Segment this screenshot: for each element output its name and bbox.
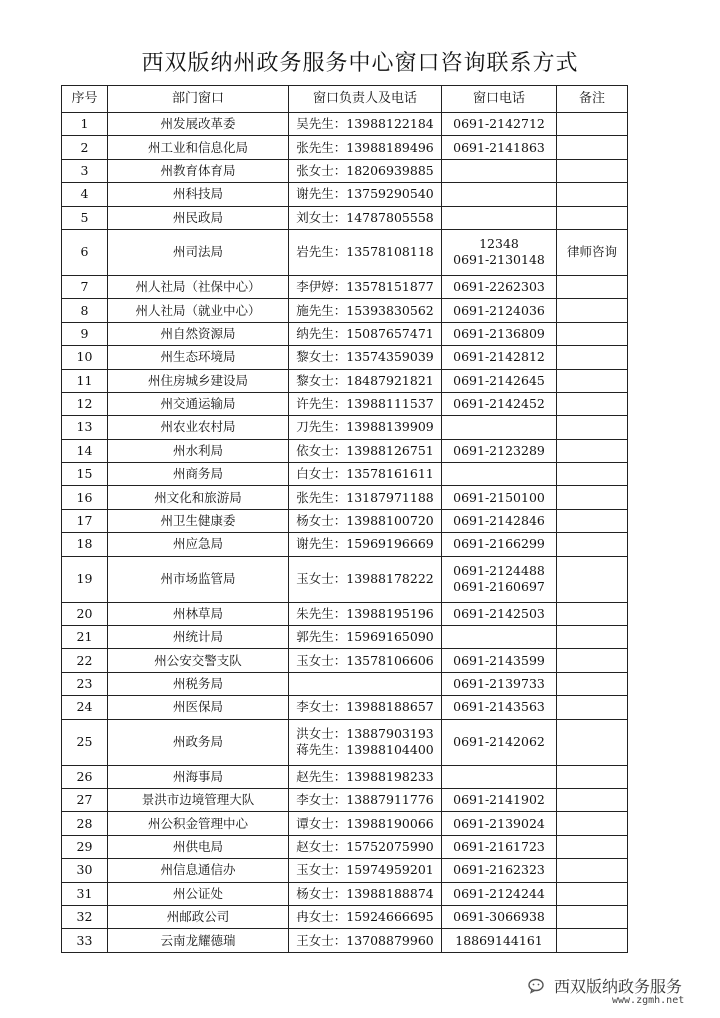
- cell-phone: [442, 299, 557, 322]
- cell-phone: [442, 416, 557, 439]
- cell-person-line: 许先生：13988111537: [296, 396, 434, 412]
- cell-phone: [442, 439, 557, 462]
- watermark-text: 西双版纳政务服务: [554, 977, 683, 996]
- cell-phone: [442, 859, 557, 882]
- cell-person: [289, 206, 442, 229]
- table-row: [62, 626, 628, 649]
- cell-phone: [442, 649, 557, 672]
- cell-phone-line: 0691-2143599: [453, 652, 545, 668]
- cell-num: 3: [62, 159, 108, 182]
- cell-phone-line: 0691-2139024: [453, 815, 545, 831]
- cell-dept: 景洪市边境管理大队: [108, 788, 289, 811]
- cell-person-line: 玉女士：15974959201: [296, 862, 434, 878]
- cell-note: [557, 275, 628, 298]
- cell-note: [557, 183, 628, 206]
- table-row: [62, 299, 628, 322]
- cell-person: [289, 159, 442, 182]
- cell-dept: 州文化和旅游局: [108, 486, 289, 509]
- cell-num: 7: [62, 275, 108, 298]
- cell-person: [289, 322, 442, 345]
- cell-person: [289, 765, 442, 788]
- table-row: [62, 113, 628, 136]
- cell-note: [557, 672, 628, 695]
- table-row: [62, 439, 628, 462]
- cell-person: [289, 392, 442, 415]
- cell-phone-line: 0691-2124036: [453, 302, 545, 318]
- table-row: [62, 346, 628, 369]
- cell-person-line: 杨女士：13988188874: [296, 885, 434, 901]
- cell-num: 25: [62, 719, 108, 765]
- cell-person-line: 纳先生：15087657471: [296, 325, 434, 341]
- cell-person-line: 张先生：13187971188: [296, 489, 434, 505]
- cell-num: 6: [62, 229, 108, 275]
- cell-phone: [442, 322, 557, 345]
- cell-note: [557, 299, 628, 322]
- cell-person: [289, 533, 442, 556]
- cell-phone-line: 0691-2124244: [453, 885, 545, 901]
- cell-note: [557, 439, 628, 462]
- cell-dept: 州水利局: [108, 439, 289, 462]
- cell-num: 19: [62, 556, 108, 602]
- cell-note: [557, 369, 628, 392]
- cell-note: [557, 392, 628, 415]
- table-row: [62, 509, 628, 532]
- cell-person-line: 刀先生：13988139909: [296, 419, 434, 435]
- cell-person: [289, 696, 442, 719]
- cell-num: 29: [62, 835, 108, 858]
- wechat-icon: [528, 978, 548, 994]
- cell-note: [557, 486, 628, 509]
- cell-num: 14: [62, 439, 108, 462]
- table-row: [62, 533, 628, 556]
- table-row: [62, 206, 628, 229]
- cell-note: [557, 159, 628, 182]
- cell-num: 30: [62, 859, 108, 882]
- cell-person: [289, 602, 442, 625]
- cell-note: [557, 509, 628, 532]
- table-row: [62, 183, 628, 206]
- cell-person-line: 冉女士：15924666695: [296, 909, 434, 925]
- cell-phone: [442, 463, 557, 486]
- cell-person: [289, 183, 442, 206]
- cell-phone-line: 0691-2143563: [453, 699, 545, 715]
- cell-phone: [442, 765, 557, 788]
- cell-person-line: 李伊婷：13578151877: [296, 279, 434, 295]
- cell-dept: 云南龙耀德瑞: [108, 929, 289, 952]
- cell-phone: [442, 509, 557, 532]
- cell-dept: 州林草局: [108, 602, 289, 625]
- cell-dept: 州政务局: [108, 719, 289, 765]
- cell-phone-line: 0691-2141863: [453, 139, 545, 155]
- cell-phone: [442, 183, 557, 206]
- cell-phone: [442, 696, 557, 719]
- cell-dept: 州供电局: [108, 835, 289, 858]
- header-note: 备注: [557, 86, 628, 113]
- cell-num: 23: [62, 672, 108, 695]
- cell-phone: [442, 229, 557, 275]
- cell-num: 4: [62, 183, 108, 206]
- cell-dept: 州应急局: [108, 533, 289, 556]
- cell-person-line: 黎女士：18487921821: [296, 372, 434, 388]
- cell-phone: [442, 812, 557, 835]
- cell-note: [557, 812, 628, 835]
- header-phone: 窗口电话: [442, 86, 557, 113]
- cell-person: [289, 113, 442, 136]
- cell-person: [289, 719, 442, 765]
- cell-person-line: 白女士：13578161611: [296, 466, 434, 482]
- cell-person-line: 朱先生：13988195196: [296, 605, 434, 621]
- cell-num: 26: [62, 765, 108, 788]
- cell-note: [557, 463, 628, 486]
- cell-num: 31: [62, 882, 108, 905]
- cell-num: 18: [62, 533, 108, 556]
- cell-note: [557, 322, 628, 345]
- table-row: [62, 159, 628, 182]
- table-row: [62, 649, 628, 672]
- cell-note: [557, 206, 628, 229]
- cell-dept: 州工业和信息化局: [108, 136, 289, 159]
- cell-phone-line: 0691-2166299: [453, 536, 545, 552]
- table-body: [62, 113, 628, 953]
- cell-num: 8: [62, 299, 108, 322]
- wechat-watermark: [528, 974, 682, 997]
- cell-person-line: 岩先生：13578108118: [296, 244, 434, 260]
- cell-person-line: 郭先生：15969165090: [296, 629, 434, 645]
- cell-phone: [442, 882, 557, 905]
- cell-person: [289, 275, 442, 298]
- cell-phone: [442, 602, 557, 625]
- cell-person: [289, 416, 442, 439]
- cell-num: 24: [62, 696, 108, 719]
- cell-person: [289, 229, 442, 275]
- cell-note: [557, 136, 628, 159]
- cell-person: [289, 509, 442, 532]
- table-row: [62, 788, 628, 811]
- table-row: [62, 602, 628, 625]
- table-row: [62, 905, 628, 928]
- cell-dept: 州卫生健康委: [108, 509, 289, 532]
- table-row: [62, 696, 628, 719]
- cell-phone-line: 0691-2136809: [453, 325, 545, 341]
- cell-dept: 州农业农村局: [108, 416, 289, 439]
- cell-dept: 州生态环境局: [108, 346, 289, 369]
- cell-person-line: 玉女士：13988178222: [296, 571, 434, 587]
- contact-table: [61, 85, 628, 953]
- cell-note: [557, 765, 628, 788]
- cell-phone-line: 0691-2142812: [453, 349, 545, 365]
- cell-person: [289, 929, 442, 952]
- table-row: [62, 229, 628, 275]
- table-row: [62, 392, 628, 415]
- cell-dept: 州公证处: [108, 882, 289, 905]
- cell-num: 13: [62, 416, 108, 439]
- cell-dept: 州医保局: [108, 696, 289, 719]
- cell-phone-line: 0691-2142645: [453, 372, 545, 388]
- cell-person: [289, 905, 442, 928]
- cell-num: 22: [62, 649, 108, 672]
- cell-person: [289, 486, 442, 509]
- cell-phone: [442, 533, 557, 556]
- cell-phone: [442, 206, 557, 229]
- cell-phone: [442, 835, 557, 858]
- cell-note: 律师咨询: [557, 229, 628, 275]
- cell-num: 17: [62, 509, 108, 532]
- cell-note: [557, 788, 628, 811]
- cell-phone: [442, 113, 557, 136]
- cell-phone: [442, 275, 557, 298]
- cell-dept: 州交通运输局: [108, 392, 289, 415]
- table-row: [62, 859, 628, 882]
- cell-person-line: 李女士：13988188657: [296, 699, 434, 715]
- cell-note: [557, 719, 628, 765]
- cell-person-line: 吴先生：13988122184: [296, 116, 434, 132]
- cell-num: 12: [62, 392, 108, 415]
- cell-person-line: 刘女士：14787805558: [296, 209, 434, 225]
- table-row: [62, 835, 628, 858]
- cell-person: [289, 672, 442, 695]
- cell-phone: [442, 556, 557, 602]
- cell-dept: 州统计局: [108, 626, 289, 649]
- cell-person: [289, 788, 442, 811]
- cell-phone-line: 0691-2124488: [453, 563, 545, 579]
- cell-num: 33: [62, 929, 108, 952]
- cell-person: [289, 299, 442, 322]
- cell-person: [289, 649, 442, 672]
- table-row: [62, 136, 628, 159]
- cell-person: [289, 369, 442, 392]
- cell-person-line: 张女士：18206939885: [296, 162, 434, 178]
- cell-dept: 州市场监管局: [108, 556, 289, 602]
- cell-dept: 州公安交警支队: [108, 649, 289, 672]
- cell-person: [289, 835, 442, 858]
- table-row: [62, 765, 628, 788]
- cell-person: [289, 556, 442, 602]
- cell-phone-line: 0691-2142712: [453, 116, 545, 132]
- cell-person-line: 赵女士：15752075990: [296, 838, 434, 854]
- cell-num: 28: [62, 812, 108, 835]
- cell-dept: 州科技局: [108, 183, 289, 206]
- cell-note: [557, 859, 628, 882]
- cell-person: [289, 463, 442, 486]
- cell-phone: [442, 905, 557, 928]
- cell-note: [557, 696, 628, 719]
- cell-person: [289, 882, 442, 905]
- cell-person-line: 黎女士：13574359039: [296, 349, 434, 365]
- cell-dept: 州自然资源局: [108, 322, 289, 345]
- cell-person-line: 谭女士：13988190066: [296, 815, 434, 831]
- cell-dept: 州公积金管理中心: [108, 812, 289, 835]
- header-person: 窗口负责人及电话: [289, 86, 442, 113]
- cell-person: [289, 136, 442, 159]
- cell-person-line: 李女士：13887911776: [296, 792, 434, 808]
- cell-num: 21: [62, 626, 108, 649]
- cell-note: [557, 905, 628, 928]
- cell-num: 11: [62, 369, 108, 392]
- cell-person: [289, 812, 442, 835]
- cell-phone-line: 0691-2130148: [453, 252, 545, 268]
- cell-person-line: 蒋先生：13988104400: [296, 742, 434, 758]
- cell-phone: [442, 929, 557, 952]
- cell-phone: [442, 672, 557, 695]
- cell-person: [289, 859, 442, 882]
- cell-num: 9: [62, 322, 108, 345]
- cell-num: 20: [62, 602, 108, 625]
- cell-phone: [442, 159, 557, 182]
- cell-phone-line: 0691-2142062: [453, 734, 545, 750]
- cell-person-line: 王女士：13708879960: [296, 932, 434, 948]
- cell-dept: 州税务局: [108, 672, 289, 695]
- table-row: [62, 556, 628, 602]
- table-row: [62, 486, 628, 509]
- cell-num: 27: [62, 788, 108, 811]
- cell-num: 32: [62, 905, 108, 928]
- cell-num: 1: [62, 113, 108, 136]
- cell-phone-line: 0691-2142846: [453, 513, 545, 529]
- cell-person-line: 赵先生：13988198233: [296, 768, 434, 784]
- cell-dept: 州邮政公司: [108, 905, 289, 928]
- cell-phone-line: 12348: [479, 236, 519, 252]
- page-title: 西双版纳州政务服务中心窗口咨询联系方式: [141, 51, 579, 76]
- cell-dept: 州海事局: [108, 765, 289, 788]
- cell-phone: [442, 719, 557, 765]
- table-row: [62, 463, 628, 486]
- cell-note: [557, 346, 628, 369]
- table-row: [62, 672, 628, 695]
- cell-phone-line: 18869144161: [455, 932, 543, 948]
- table-row: [62, 719, 628, 765]
- cell-num: 15: [62, 463, 108, 486]
- table-row: [62, 416, 628, 439]
- cell-person-line: 杨女士：13988100720: [296, 513, 434, 529]
- cell-phone: [442, 346, 557, 369]
- cell-phone-line: 0691-2161723: [453, 838, 545, 854]
- cell-person-line: 玉女士：13578106606: [296, 652, 434, 668]
- cell-dept: 州信息通信办: [108, 859, 289, 882]
- cell-dept: 州住房城乡建设局: [108, 369, 289, 392]
- cell-num: 5: [62, 206, 108, 229]
- cell-phone-line: 0691-2162323: [453, 862, 545, 878]
- cell-phone-line: 0691-2142452: [453, 396, 545, 412]
- header-num: 序号: [62, 86, 108, 113]
- cell-person: [289, 439, 442, 462]
- cell-num: 16: [62, 486, 108, 509]
- cell-note: [557, 835, 628, 858]
- table-row: [62, 275, 628, 298]
- table-row: [62, 882, 628, 905]
- cell-phone-line: 0691-2123289: [453, 442, 545, 458]
- cell-note: [557, 649, 628, 672]
- cell-phone-line: 0691-3066938: [453, 909, 545, 925]
- table-row: [62, 929, 628, 952]
- cell-phone: [442, 626, 557, 649]
- cell-person-line: 依女士：13988126751: [296, 442, 434, 458]
- cell-note: [557, 929, 628, 952]
- cell-phone-line: 0691-2142503: [453, 605, 545, 621]
- cell-person-line: 谢先生：13759290540: [296, 186, 434, 202]
- site-url: www.zgmh.net: [612, 995, 685, 1006]
- table-row: [62, 369, 628, 392]
- table-header-row: [62, 86, 628, 113]
- cell-note: [557, 113, 628, 136]
- cell-phone-line: 0691-2150100: [453, 489, 545, 505]
- cell-phone-line: 0691-2141902: [453, 792, 545, 808]
- cell-num: 10: [62, 346, 108, 369]
- cell-phone-line: 0691-2139733: [453, 676, 545, 691]
- cell-note: [557, 626, 628, 649]
- cell-dept: 州教育体育局: [108, 159, 289, 182]
- cell-dept: 州发展改革委: [108, 113, 289, 136]
- header-dept: 部门窗口: [108, 86, 289, 113]
- cell-note: [557, 416, 628, 439]
- cell-phone-line: 0691-2160697: [453, 579, 545, 595]
- cell-phone: [442, 788, 557, 811]
- cell-phone: [442, 136, 557, 159]
- cell-person-line: 谢先生：15969196669: [296, 536, 434, 552]
- cell-phone-line: 0691-2262303: [453, 279, 545, 295]
- table-row: [62, 322, 628, 345]
- cell-person-line: 张先生：13988189496: [296, 139, 434, 155]
- cell-phone: [442, 486, 557, 509]
- cell-phone: [442, 369, 557, 392]
- cell-person-line: 洪女士：13887903193: [296, 726, 434, 742]
- cell-note: [557, 533, 628, 556]
- cell-dept: 州司法局: [108, 229, 289, 275]
- cell-num: 2: [62, 136, 108, 159]
- cell-dept: 州人社局（社保中心）: [108, 275, 289, 298]
- table-row: [62, 812, 628, 835]
- cell-phone: [442, 392, 557, 415]
- cell-dept: 州民政局: [108, 206, 289, 229]
- cell-note: [557, 882, 628, 905]
- cell-dept: 州人社局（就业中心）: [108, 299, 289, 322]
- cell-note: [557, 602, 628, 625]
- cell-person: [289, 346, 442, 369]
- cell-person: [289, 626, 442, 649]
- cell-dept: 州商务局: [108, 463, 289, 486]
- cell-person-line: 施先生：15393830562: [296, 302, 434, 318]
- cell-note: [557, 556, 628, 602]
